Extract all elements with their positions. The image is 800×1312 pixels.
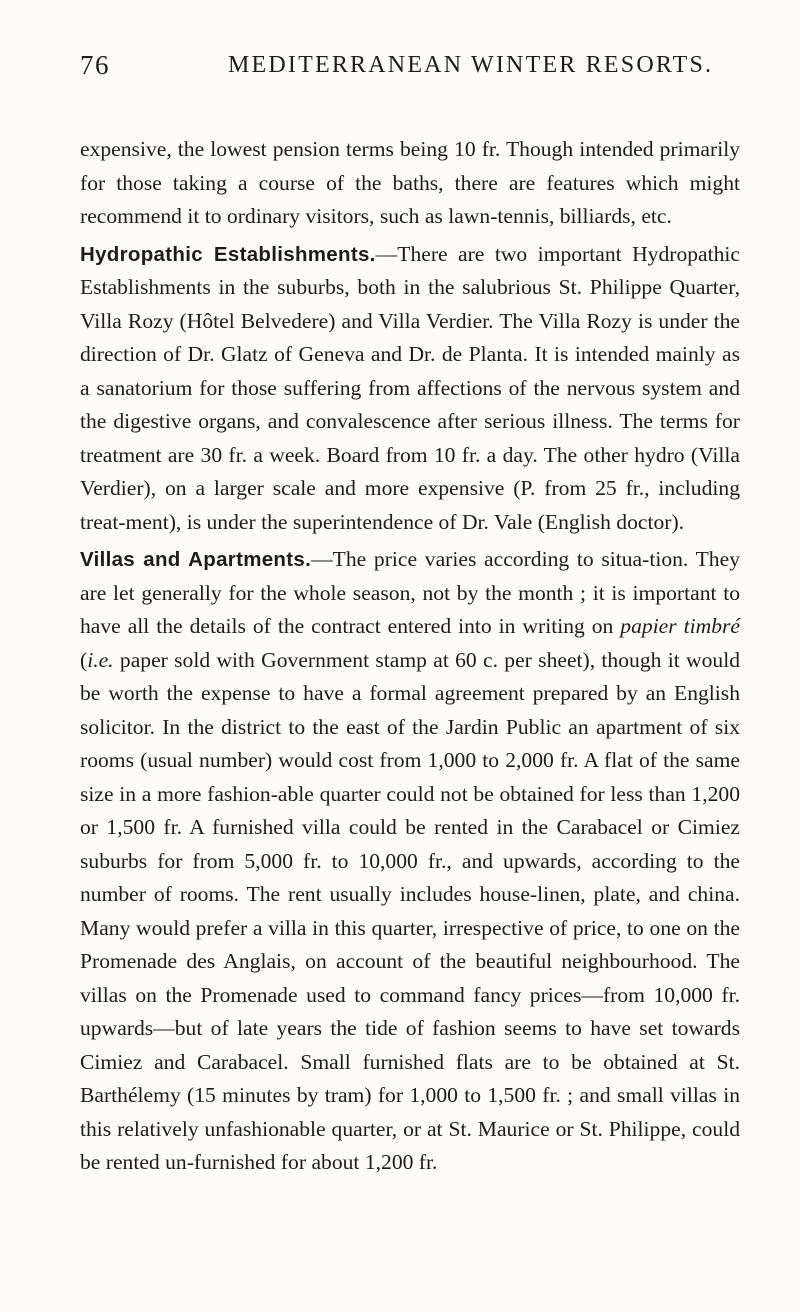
running-title: MEDITERRANEAN WINTER RESORTS. [228, 52, 714, 78]
paragraph-villas [80, 543, 740, 1180]
page-number: 76 [80, 50, 110, 80]
section-heading-hydropathic: Hydropathic Establishments. [80, 242, 376, 266]
section-heading-villas: Villas and Apartments. [80, 548, 312, 571]
italic-abbrev: i.e. [87, 647, 114, 672]
body-text [80, 133, 740, 1180]
italic-term: papier timbré [620, 614, 741, 638]
paragraph-text: —There are two important Hydropathic Establishments in the suburbs, both in the salubrious St. Philippe Quarter, Villa Rozy (Hôtel Belvedere) and Villa Verdier. The Villa Rozy is under the direction of Dr. Glatz of Geneva and Dr. de Planta. It is intended mainly as a sanatorium for those suffering from affections of the nervous system and the digestive organs, and convalescence after serious illness. The terms for treatment are 30 fr. a week. Board from 10 fr. a day. The other hydro (Villa Verdier), on a larger scale and more expensive (P. from 25 fr., including treat-ment), is under the superintendence of Dr. Vale (English doctor). [80, 241, 741, 534]
paragraph-text: ( [80, 647, 88, 672]
running-head [80, 50, 740, 90]
paragraph-pension-terms [80, 133, 740, 234]
paragraph-hydropathic [80, 238, 740, 540]
book-page [80, 50, 740, 1180]
paragraph-text: —The price varies according to situa-tion. They are let generally for the whole season, not by the month ; it is important to have all the details of the contract entered into in writing on [80, 547, 740, 638]
paragraph-text: expensive, the lowest pension terms being 10 fr. Though intended primarily for those taking a course of the baths, there are features which might recommend it to ordinary visitors, such as lawn-tennis, billiards, etc. [80, 137, 740, 228]
paragraph-text: paper sold with Government stamp at 60 c. per sheet), though it would be worth the expense to have a formal agreement prepared by an English solicitor. In the district to the east of the Jardin Public an apartment of six rooms (usual number) would cost from 1,000 to 2,000 fr. A flat of the same size in a more fashion-able quarter could not be obtained for less than 1,200 or 1,500 fr. A furnished villa could be rented in the Carabacel or Cimiez suburbs for from 5,000 fr. to 10,000 fr., and upwards, according to the number of rooms. The rent usually includes house-linen, plate, and china. Many would prefer a villa in this quarter, irrespective of price, to one on the Promenade des Anglais, on account of the beautiful neighbourhood. The villas on the Promenade used to command fancy prices—from 10,000 fr. upwards—but of late years the tide of fashion seems to have set towards Cimiez and Carabacel. Small furnished flats are to be obtained at St. Barthélemy (15 minutes by tram) for 1,000 to 1,500 fr. ; and small villas in this relatively unfashionable quarter, or at St. Maurice or St. Philippe, could be rented un-furnished for about 1,200 fr. [80, 647, 740, 1174]
